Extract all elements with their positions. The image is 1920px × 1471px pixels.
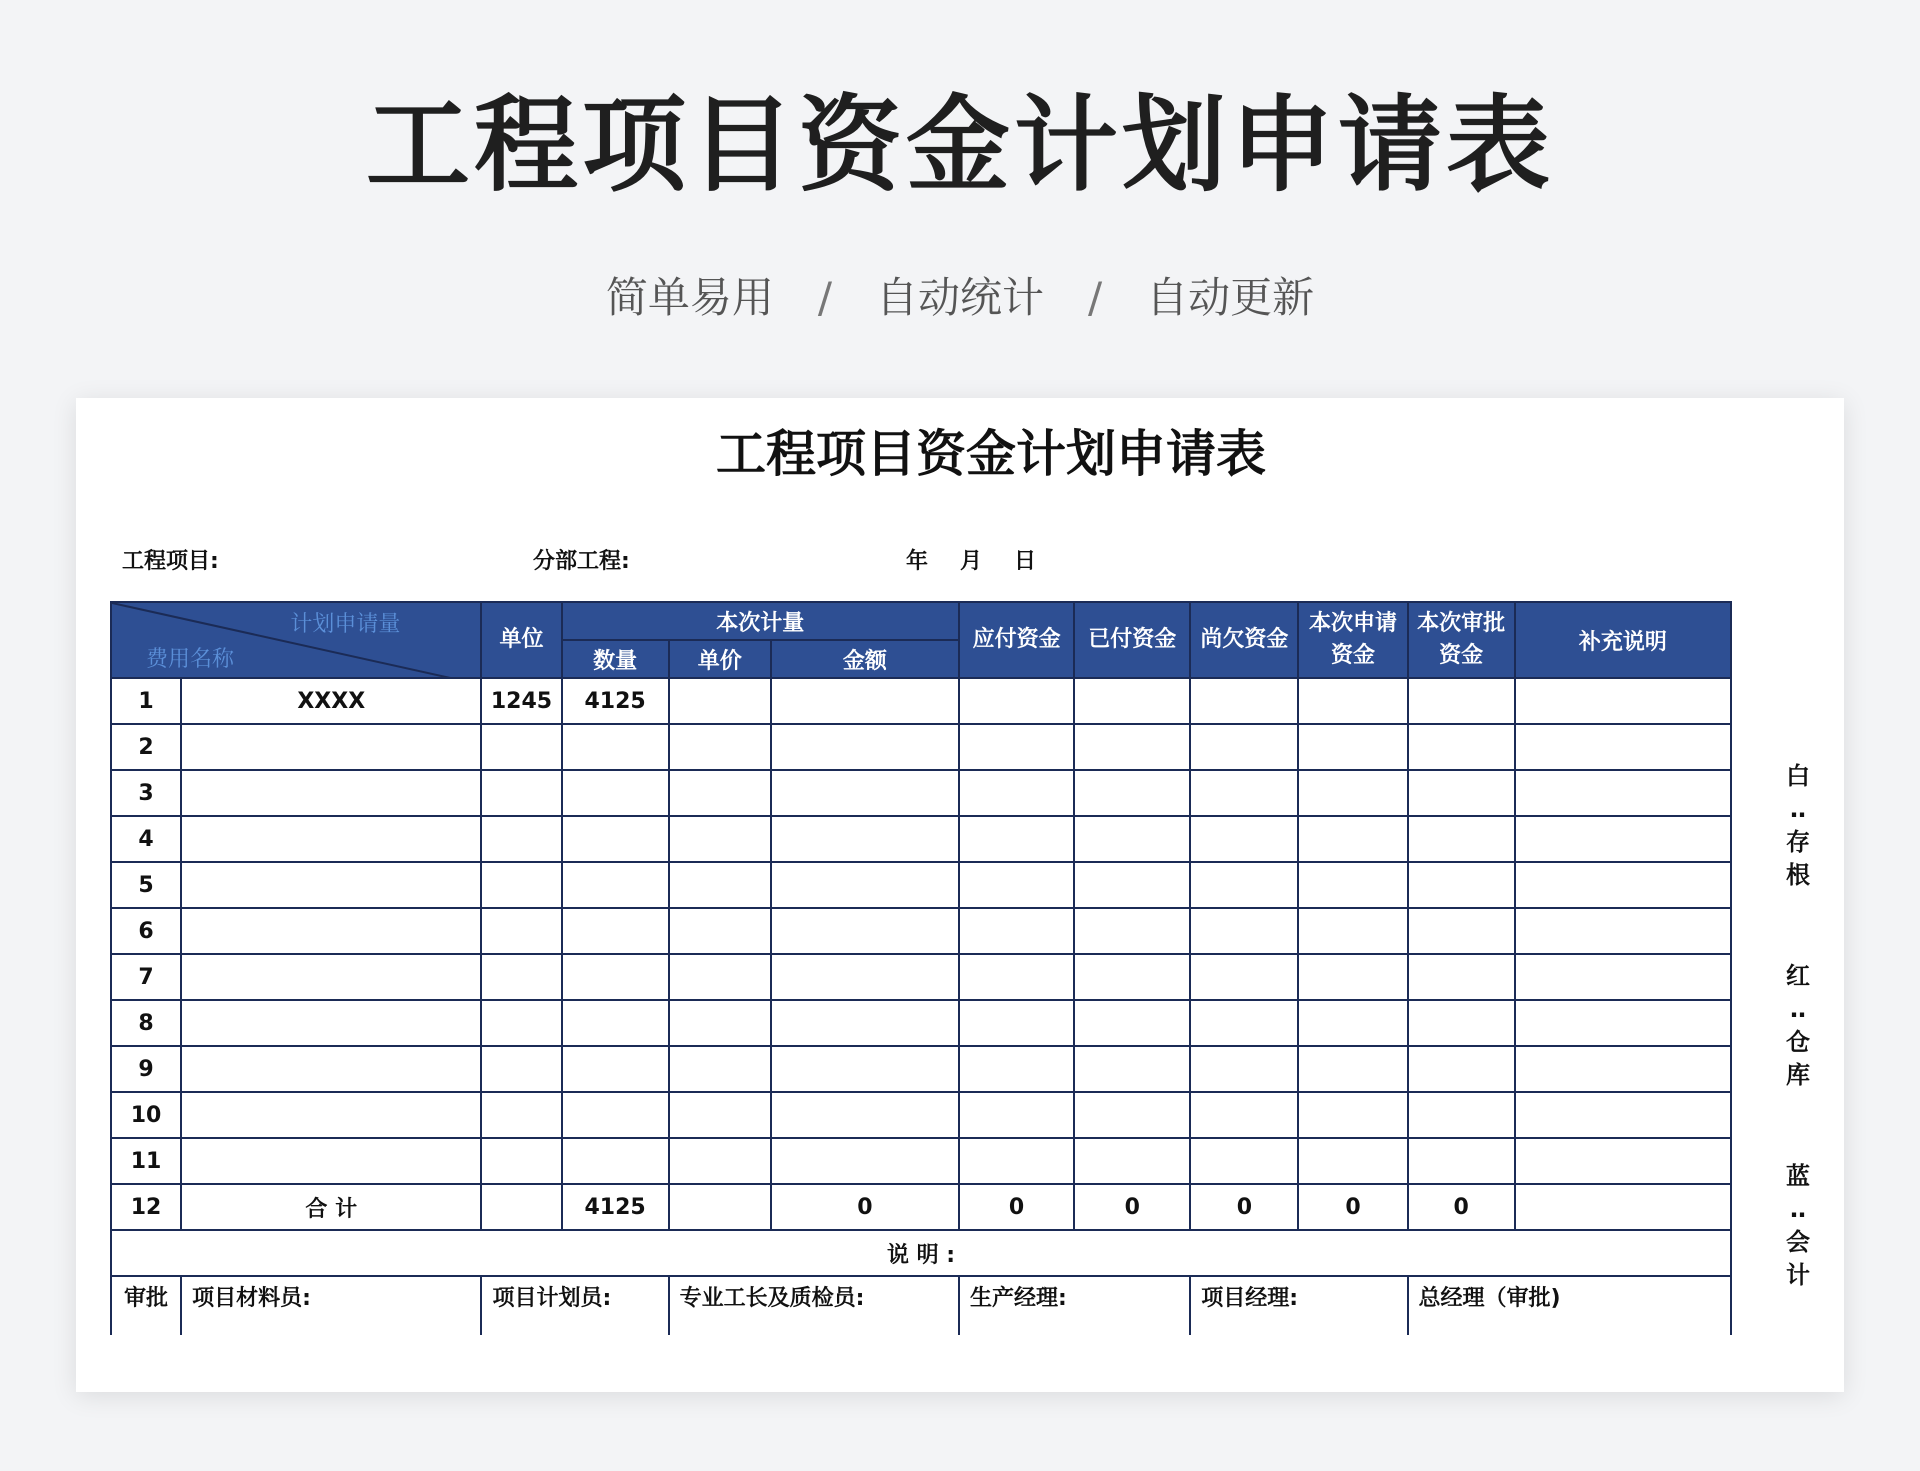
sign-gm: 总经理（审批) <box>1408 1276 1731 1335</box>
header-approve: 本次审批资金 <box>1408 602 1515 678</box>
row-no: 11 <box>111 1138 181 1184</box>
row-no: 10 <box>111 1092 181 1138</box>
project-label: 工程项目: <box>122 549 219 574</box>
header-amount: 金额 <box>771 640 959 678</box>
side-note-sep: ‥ <box>1789 1195 1806 1223</box>
table-row <box>111 862 1731 908</box>
header-unit-price: 单价 <box>669 640 771 678</box>
feature-auto-update: 自动更新 <box>1146 273 1315 322</box>
side-note-dest: 存根 <box>1786 828 1810 889</box>
feature-separator: / <box>1088 273 1103 322</box>
sign-material: 项目材料员: <box>181 1276 481 1335</box>
header-qty: 数量 <box>562 640 669 678</box>
table-row <box>111 724 1731 770</box>
feature-separator: / <box>817 273 832 322</box>
side-note-sep: ‥ <box>1789 795 1806 823</box>
table-row <box>111 908 1731 954</box>
row-no: 7 <box>111 954 181 1000</box>
side-note-sep: ‥ <box>1789 995 1806 1023</box>
fund-plan-table <box>110 601 1732 1335</box>
total-qty: 4125 <box>562 1184 669 1230</box>
sign-foreman: 专业工长及质检员: <box>669 1276 959 1335</box>
row-qty[interactable]: 4125 <box>562 678 669 724</box>
total-amount: 0 <box>771 1184 959 1230</box>
table-row <box>111 816 1731 862</box>
hero-features <box>0 268 1920 328</box>
side-note-color: 红 <box>1786 962 1810 990</box>
total-payable: 0 <box>959 1184 1074 1230</box>
total-no: 12 <box>111 1184 181 1230</box>
total-apply: 0 <box>1298 1184 1407 1230</box>
sign-shen: 审批 <box>111 1276 181 1335</box>
note-row <box>111 1230 1731 1276</box>
year-label: 年 <box>906 549 929 574</box>
month-label: 月 <box>960 549 983 574</box>
table-row <box>111 770 1731 816</box>
total-approve: 0 <box>1408 1184 1515 1230</box>
diagonal-header <box>111 602 481 678</box>
sign-planner: 项目计划员: <box>481 1276 668 1335</box>
day-label: 日 <box>1014 549 1037 574</box>
note-label[interactable]: 说 明 : <box>111 1230 1731 1276</box>
total-owed: 0 <box>1190 1184 1298 1230</box>
sign-production: 生产经理: <box>959 1276 1190 1335</box>
side-note-dest: 会计 <box>1786 1228 1810 1289</box>
side-note-color: 白 <box>1786 762 1810 790</box>
row-no: 8 <box>111 1000 181 1046</box>
row-no: 9 <box>111 1046 181 1092</box>
table-row <box>111 954 1731 1000</box>
hero-title: 工程项目资金计划申请表 <box>365 84 1554 206</box>
table-row <box>111 1138 1731 1184</box>
row-no: 6 <box>111 908 181 954</box>
side-note-color: 蓝 <box>1786 1162 1810 1190</box>
row-no: 2 <box>111 724 181 770</box>
header-paid: 已付资金 <box>1074 602 1190 678</box>
table-row <box>111 1092 1731 1138</box>
spreadsheet-preview <box>76 398 1844 1392</box>
row-unit[interactable]: 1245 <box>481 678 561 724</box>
table-row <box>111 1000 1731 1046</box>
header-this-measure: 本次计量 <box>562 602 959 640</box>
sign-pm: 项目经理: <box>1190 1276 1407 1335</box>
diag-bottom-label: 费用名称 <box>146 647 235 672</box>
header-apply: 本次申请资金 <box>1298 602 1407 678</box>
header-unit: 单位 <box>481 602 561 678</box>
subproject-label: 分部工程: <box>533 549 630 574</box>
total-paid: 0 <box>1074 1184 1190 1230</box>
row-no: 3 <box>111 770 181 816</box>
row-no: 4 <box>111 816 181 862</box>
header-remark: 补充说明 <box>1515 602 1731 678</box>
signature-row <box>111 1276 1731 1335</box>
row-no: 5 <box>111 862 181 908</box>
feature-easy: 简单易用 <box>605 273 774 322</box>
header-payable: 应付资金 <box>959 602 1074 678</box>
header-row-1 <box>111 602 1731 640</box>
table-row <box>111 678 1731 724</box>
feature-auto-stat: 自动统计 <box>875 273 1044 322</box>
row-no: 1 <box>111 678 181 724</box>
total-row <box>111 1184 1731 1230</box>
side-note-dest: 仓库 <box>1786 1028 1810 1089</box>
header-owed: 尚欠资金 <box>1190 602 1298 678</box>
table-row <box>111 1046 1731 1092</box>
total-label: 合 计 <box>181 1184 481 1230</box>
side-note-blue <box>1778 1160 1818 1292</box>
diag-top-label: 计划申请量 <box>290 612 401 637</box>
date-labels <box>906 544 1068 575</box>
side-note-red <box>1778 960 1818 1092</box>
document-title: 工程项目资金计划申请表 <box>716 425 1266 483</box>
row-name[interactable]: XXXX <box>181 678 481 724</box>
side-note-white <box>1778 760 1818 892</box>
